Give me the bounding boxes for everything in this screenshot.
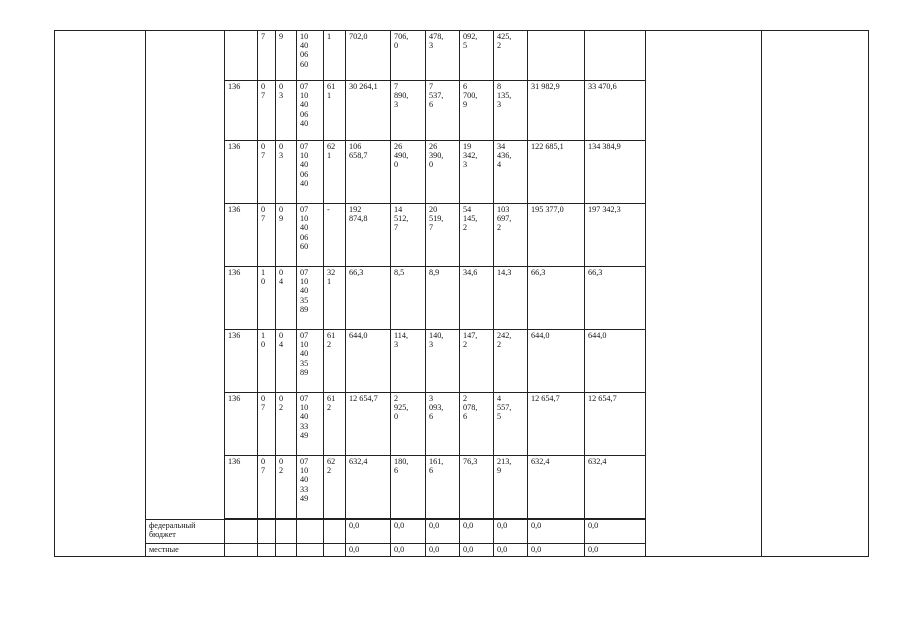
cell-pr: 0 3 <box>276 141 297 204</box>
cell-csr <box>297 544 324 557</box>
cell-indicator <box>646 31 762 557</box>
cell-pr <box>276 544 297 557</box>
cell-year-1: 26 490, 0 <box>391 141 426 204</box>
cell-year-2: 20 519, 7 <box>426 204 460 267</box>
cell-csr: 07 10 40 06 60 <box>297 204 324 267</box>
cell-csr: 07 10 40 06 40 <box>297 141 324 204</box>
cell-grbs: 136 <box>225 330 258 393</box>
cell-year-4: 242, 2 <box>494 330 528 393</box>
cell-plan-1: 122 685,1 <box>528 141 585 204</box>
cell-year-1: 2 925, 0 <box>391 393 426 456</box>
cell-grbs: 136 <box>225 81 258 141</box>
cell-plan-2: 33 470,6 <box>585 81 646 141</box>
cell-total: 66,3 <box>346 267 391 330</box>
cell-plan-1 <box>528 31 585 81</box>
cell-plan-1: 31 982,9 <box>528 81 585 141</box>
cell-grbs <box>225 31 258 81</box>
cell-csr: 07 10 40 33 49 <box>297 393 324 456</box>
cell-year-4: 4 557, 5 <box>494 393 528 456</box>
cell-csr: 07 10 40 33 49 <box>297 456 324 519</box>
cell-year-4: 425, 2 <box>494 31 528 81</box>
cell-year-3: 0,0 <box>460 544 494 557</box>
cell-pr: 0 4 <box>276 267 297 330</box>
cell-plan-2: 632,4 <box>585 456 646 519</box>
cell-year-2: 140, 3 <box>426 330 460 393</box>
cell-grbs: 136 <box>225 456 258 519</box>
cell-vr <box>324 544 346 557</box>
cell-total: 702,0 <box>346 31 391 81</box>
cell-pr: 0 4 <box>276 330 297 393</box>
cell-grbs <box>225 544 258 557</box>
cell-total: 632,4 <box>346 456 391 519</box>
cell-year-2: 0,0 <box>426 520 460 544</box>
cell-year-1: 0,0 <box>391 520 426 544</box>
cell-vr: 62 2 <box>324 456 346 519</box>
cell-year-2: 0,0 <box>426 544 460 557</box>
cell-year-1: 14 512, 7 <box>391 204 426 267</box>
cell-year-3: 0,0 <box>460 520 494 544</box>
cell-pr: 0 3 <box>276 81 297 141</box>
cell-year-4: 14,3 <box>494 267 528 330</box>
cell-plan-1: 644,0 <box>528 330 585 393</box>
cell-program-name <box>55 31 146 557</box>
cell-year-4: 0,0 <box>494 520 528 544</box>
cell-grbs: 136 <box>225 393 258 456</box>
cell-source-label: местные <box>146 544 225 557</box>
cell-year-3: 6 700, 9 <box>460 81 494 141</box>
cell-plan-1: 66,3 <box>528 267 585 330</box>
cell-plan-2: 644,0 <box>585 330 646 393</box>
cell-year-3: 34,6 <box>460 267 494 330</box>
cell-plan-2: 12 654,7 <box>585 393 646 456</box>
cell-pr: 0 2 <box>276 456 297 519</box>
cell-year-2: 161, 6 <box>426 456 460 519</box>
cell-vr: - <box>324 204 346 267</box>
cell-year-1: 7 890, 3 <box>391 81 426 141</box>
cell-year-4: 0,0 <box>494 544 528 557</box>
cell-year-1: 8,5 <box>391 267 426 330</box>
cell-vr: 61 1 <box>324 81 346 141</box>
cell-year-3: 19 342, 3 <box>460 141 494 204</box>
cell-total: 30 264,1 <box>346 81 391 141</box>
cell-year-3: 147, 2 <box>460 330 494 393</box>
cell-vr: 1 <box>324 31 346 81</box>
cell-year-1: 180, 6 <box>391 456 426 519</box>
cell-pr: 9 <box>276 31 297 81</box>
budget-table <box>54 30 869 557</box>
cell-pr: 0 2 <box>276 393 297 456</box>
cell-pr: 0 9 <box>276 204 297 267</box>
cell-rz: 7 <box>258 31 276 81</box>
cell-csr <box>297 520 324 544</box>
cell-year-2: 8,9 <box>426 267 460 330</box>
cell-source-name <box>146 31 225 520</box>
cell-year-1: 706, 0 <box>391 31 426 81</box>
cell-plan-2: 0,0 <box>585 520 646 544</box>
cell-rz <box>258 544 276 557</box>
cell-csr: 07 10 40 06 40 <box>297 81 324 141</box>
cell-year-3: 092, 5 <box>460 31 494 81</box>
cell-total: 0,0 <box>346 520 391 544</box>
cell-year-2: 26 390, 0 <box>426 141 460 204</box>
cell-vr: 61 2 <box>324 330 346 393</box>
cell-vr: 32 1 <box>324 267 346 330</box>
cell-total: 106 658,7 <box>346 141 391 204</box>
cell-year-4: 103 697, 2 <box>494 204 528 267</box>
cell-plan-1: 12 654,7 <box>528 393 585 456</box>
cell-csr: 07 10 40 35 89 <box>297 267 324 330</box>
cell-plan-2: 134 384,9 <box>585 141 646 204</box>
cell-year-3: 76,3 <box>460 456 494 519</box>
cell-vr: 61 2 <box>324 393 346 456</box>
cell-vr <box>324 520 346 544</box>
cell-executor <box>762 31 869 557</box>
cell-year-2: 478, 3 <box>426 31 460 81</box>
cell-total: 12 654,7 <box>346 393 391 456</box>
cell-grbs: 136 <box>225 204 258 267</box>
cell-rz: 1 0 <box>258 330 276 393</box>
cell-plan-1: 632,4 <box>528 456 585 519</box>
cell-grbs: 136 <box>225 267 258 330</box>
cell-rz: 0 7 <box>258 456 276 519</box>
cell-grbs <box>225 520 258 544</box>
cell-rz: 0 7 <box>258 204 276 267</box>
cell-rz: 1 0 <box>258 267 276 330</box>
cell-plan-2: 66,3 <box>585 267 646 330</box>
cell-year-4: 34 436, 4 <box>494 141 528 204</box>
cell-year-2: 3 093, 6 <box>426 393 460 456</box>
cell-rz <box>258 520 276 544</box>
cell-year-2: 7 537, 6 <box>426 81 460 141</box>
cell-rz: 0 7 <box>258 393 276 456</box>
cell-year-4: 8 135, 3 <box>494 81 528 141</box>
cell-year-4: 213, 9 <box>494 456 528 519</box>
cell-plan-1: 0,0 <box>528 544 585 557</box>
table-row <box>55 31 869 81</box>
cell-grbs: 136 <box>225 141 258 204</box>
cell-plan-2 <box>585 31 646 81</box>
cell-pr <box>276 520 297 544</box>
cell-year-1: 114, 3 <box>391 330 426 393</box>
cell-year-1: 0,0 <box>391 544 426 557</box>
cell-csr: 10 40 06 60 <box>297 31 324 81</box>
cell-total: 0,0 <box>346 544 391 557</box>
cell-rz: 0 7 <box>258 141 276 204</box>
cell-plan-2: 0,0 <box>585 544 646 557</box>
cell-plan-1: 195 377,0 <box>528 204 585 267</box>
cell-source-label: федеральный бюджет <box>146 520 225 544</box>
cell-rz: 0 7 <box>258 81 276 141</box>
cell-vr: 62 1 <box>324 141 346 204</box>
cell-plan-2: 197 342,3 <box>585 204 646 267</box>
cell-total: 644,0 <box>346 330 391 393</box>
cell-plan-1: 0,0 <box>528 520 585 544</box>
cell-total: 192 874,8 <box>346 204 391 267</box>
cell-year-3: 54 145, 2 <box>460 204 494 267</box>
cell-csr: 07 10 40 35 89 <box>297 330 324 393</box>
cell-year-3: 2 078, 6 <box>460 393 494 456</box>
